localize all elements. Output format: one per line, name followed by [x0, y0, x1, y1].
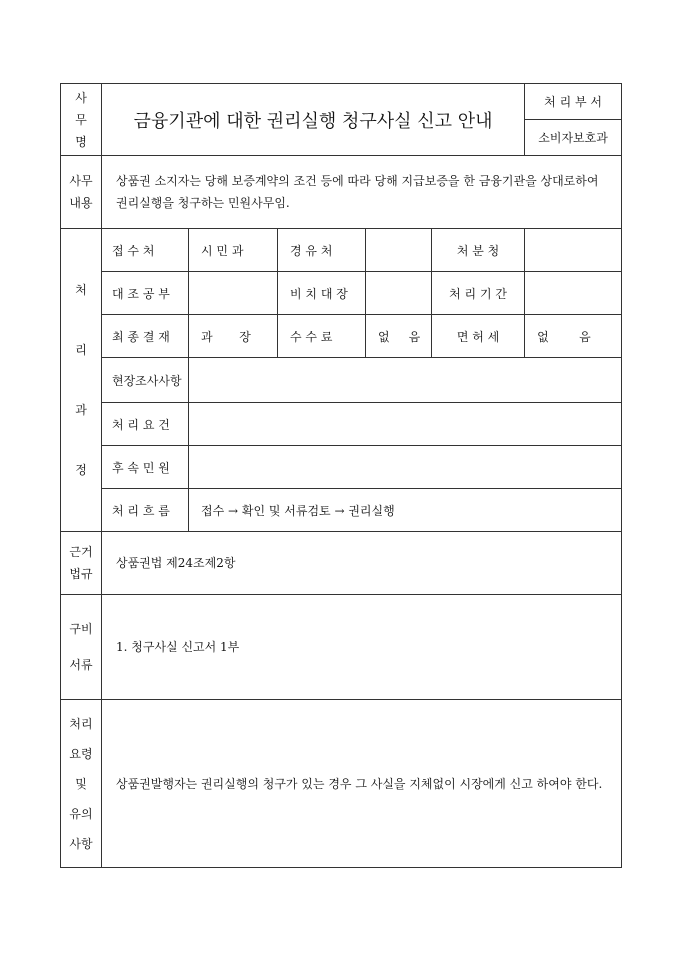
process-label: 처 리 과 정	[61, 229, 102, 532]
fee-value: 없 음	[366, 315, 432, 358]
page-title: 금융기관에 대한 권리실행 청구사실 신고 안내	[102, 84, 525, 156]
license-tax-label: 면 허 세	[432, 315, 525, 358]
disposal-label: 처 분 청	[432, 229, 525, 272]
documents-text: 1. 청구사실 신고서 1부	[102, 595, 622, 700]
fee-label: 수 수 료	[278, 315, 366, 358]
period-value	[525, 272, 622, 315]
approval-label: 최 종 결 재	[102, 315, 189, 358]
requirement-value	[189, 403, 622, 446]
ledger-label: 대 조 공 부	[102, 272, 189, 315]
documents-label: 구비 서류	[61, 595, 102, 700]
license-tax-value: 없 음	[525, 315, 622, 358]
site-survey-value	[189, 358, 622, 403]
ledger-value	[189, 272, 278, 315]
followup-value	[189, 446, 622, 489]
dept-value: 소비자보호과	[525, 120, 622, 156]
reception-value: 시 민 과	[189, 229, 278, 272]
followup-label: 후 속 민 원	[102, 446, 189, 489]
title-label: 사 무 명	[61, 84, 102, 156]
disposal-value	[525, 229, 622, 272]
guidance-table	[60, 83, 622, 868]
copy-value	[366, 272, 432, 315]
copy-label: 비 치 대 장	[278, 272, 366, 315]
flow-label: 처 리 흐 름	[102, 489, 189, 532]
flow-value: 접수 → 확인 및 서류검토 → 권리실행	[189, 489, 622, 532]
period-label: 처 리 기 간	[432, 272, 525, 315]
reception-label: 접 수 처	[102, 229, 189, 272]
via-label: 경 유 처	[278, 229, 366, 272]
guidance-form	[60, 83, 621, 868]
via-value	[366, 229, 432, 272]
notes-text: 상품권발행자는 권리실행의 청구가 있는 경우 그 사실을 지체없이 시장에게 신고 하여야 한다.	[102, 700, 622, 868]
legal-basis-text: 상품권법 제24조제2항	[102, 532, 622, 595]
requirement-label: 처 리 요 건	[102, 403, 189, 446]
site-survey-label: 현장조사사항	[102, 358, 189, 403]
content-text: 상품권 소지자는 당해 보증계약의 조건 등에 따라 당해 지급보증을 한 금융기관을 상대로하여 권리실행을 청구하는 민원사무임.	[102, 156, 622, 229]
legal-basis-label: 근거 법규	[61, 532, 102, 595]
approval-value: 과 장	[189, 315, 278, 358]
dept-label: 처 리 부 서	[525, 84, 622, 120]
content-label: 사무 내용	[61, 156, 102, 229]
notes-label: 처리 요령 및 유의 사항	[61, 700, 102, 868]
